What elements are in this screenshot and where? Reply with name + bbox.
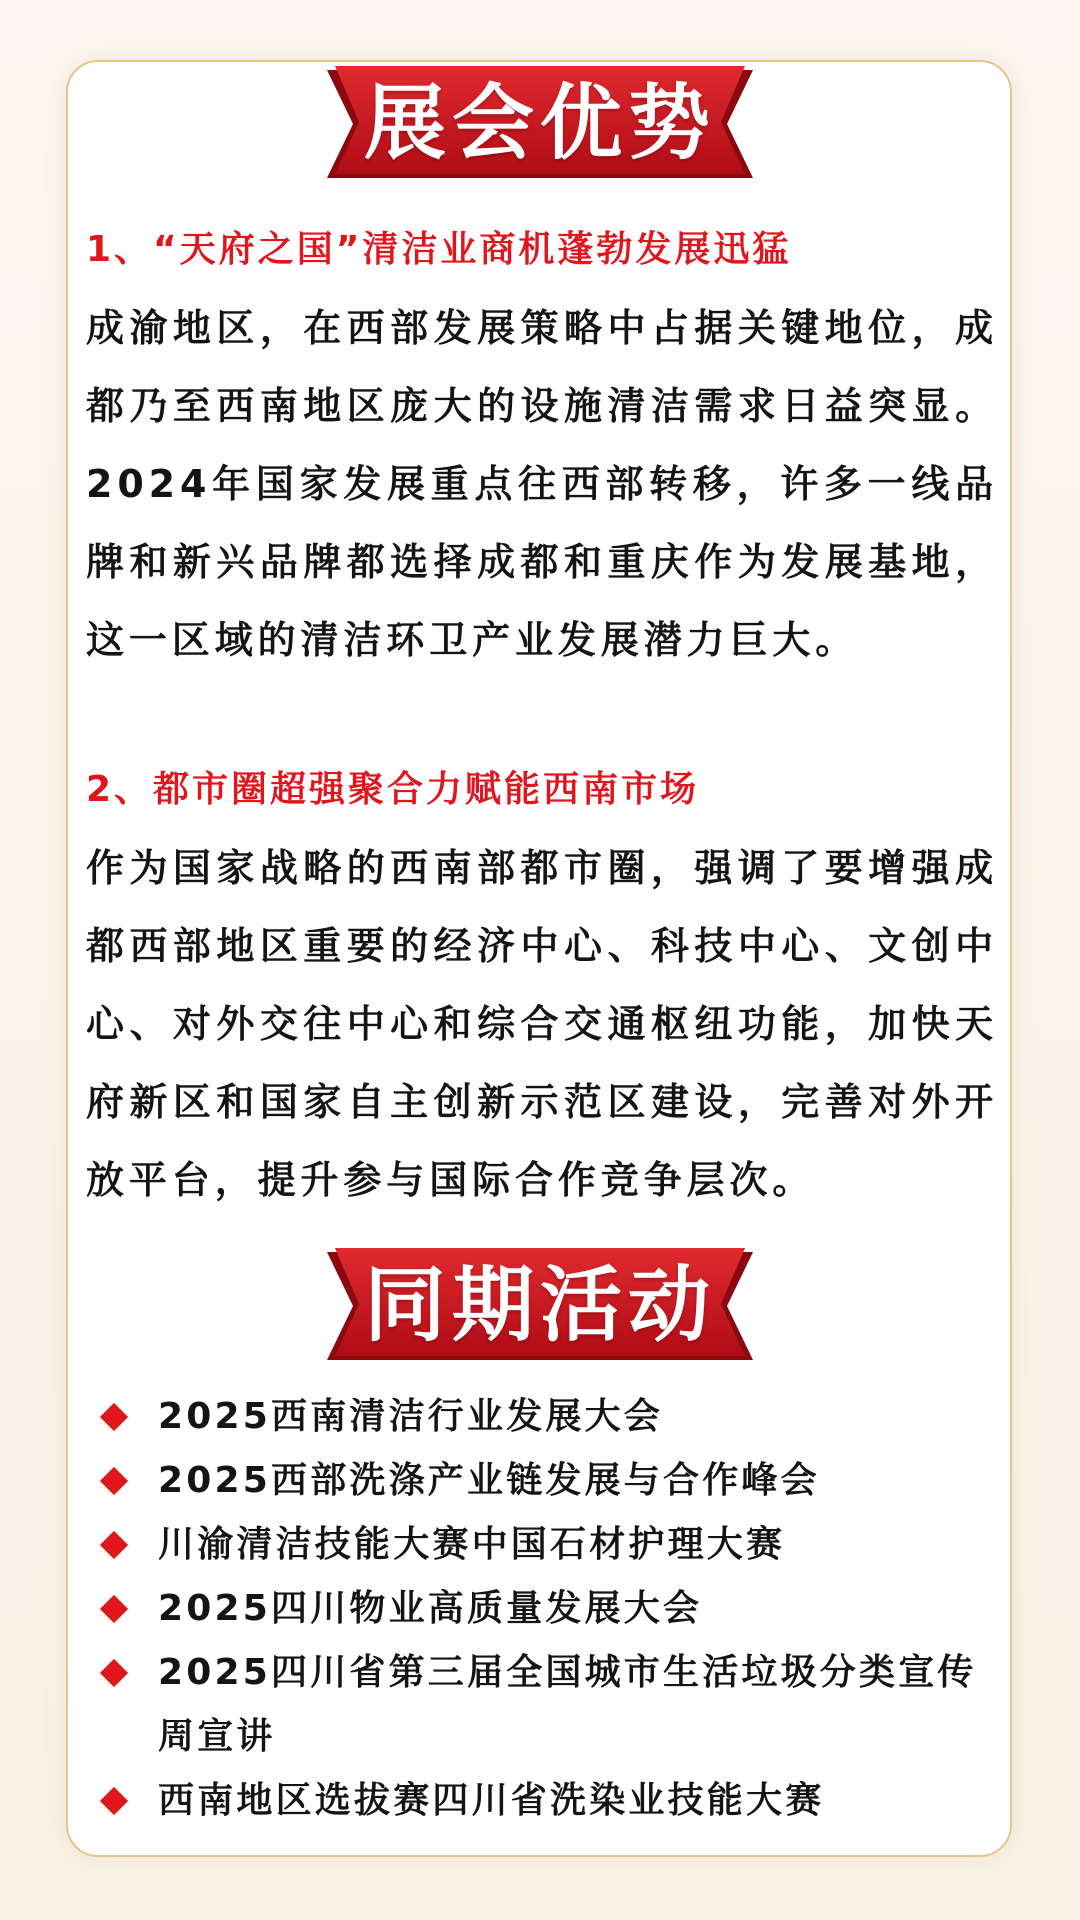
activity-label: 2025四川物业高质量发展大会: [158, 1588, 703, 1629]
banner-title: 同期活动: [363, 1258, 716, 1353]
diamond-bullet-icon: [100, 1659, 128, 1687]
banner-exhibition-advantages: [327, 66, 753, 182]
diamond-bullet-icon: [100, 1787, 128, 1815]
list-item: [100, 1641, 1000, 1769]
activity-label: 2025西部洗涤产业链发展与合作峰会: [158, 1460, 820, 1501]
banner-concurrent-activities: [327, 1248, 753, 1364]
section-1-body: 成渝地区，在西部发展策略中占据关键地位，成都乃至西南地区庞大的设施清洁需求日益突显。2024年国家发展重点往西部转移，许多一线品牌和新兴品牌都选择成都和重庆作为发展基地，这一区域的清洁环卫产业发展潜力巨大。: [86, 306, 998, 662]
banner-title: 展会优势: [363, 76, 716, 171]
section-1-heading: 1、“天府之国”清洁业商机蓬勃发展迅猛: [86, 229, 792, 270]
activity-label: 2025西南清洁行业发展大会: [158, 1396, 663, 1437]
diamond-bullet-icon: [100, 1467, 128, 1495]
activity-label: 2025四川省第三届全国城市生活垃圾分类宣传周宣讲: [158, 1652, 977, 1757]
list-item: [100, 1449, 1000, 1513]
list-item: [100, 1769, 1000, 1833]
diamond-bullet-icon: [100, 1403, 128, 1431]
activities-list: [100, 1385, 1000, 1833]
section-2-body: 作为国家战略的西南部都市圈，强调了要增强成都西部地区重要的经济中心、科技中心、文创中心、对外交往中心和综合交通枢纽功能，加快天府新区和国家自主创新示范区建设，完善对外开放平台，提升参与国际合作竞争层次。: [86, 846, 998, 1202]
section-2-heading: 2、都市圈超强聚合力赋能西南市场: [86, 769, 700, 810]
activity-label: 川渝清洁技能大赛中国石材护理大赛: [158, 1524, 786, 1565]
list-item: [100, 1513, 1000, 1577]
list-item: [100, 1577, 1000, 1641]
diamond-bullet-icon: [100, 1531, 128, 1559]
activity-label: 西南地区选拔赛四川省洗染业技能大赛: [158, 1780, 825, 1821]
list-item: [100, 1385, 1000, 1449]
diamond-bullet-icon: [100, 1595, 128, 1623]
